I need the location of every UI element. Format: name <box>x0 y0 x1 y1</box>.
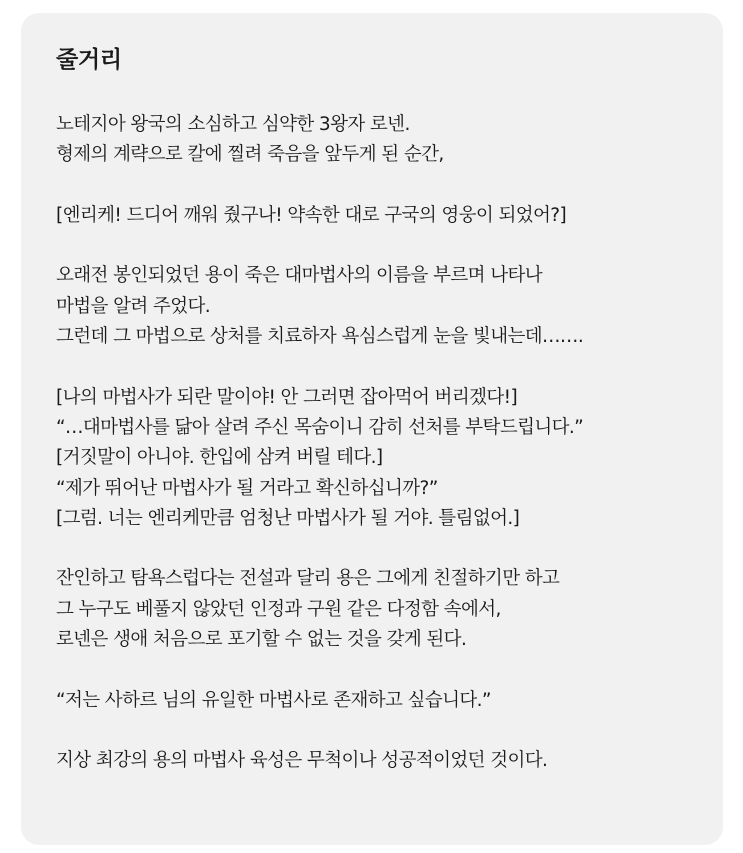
synopsis-title: 줄거리 <box>56 47 122 73</box>
text-line: 오래전 봉인되었던 용이 죽은 대마법사의 이름을 부르며 나타나 <box>56 265 543 287</box>
paragraph-4 <box>56 383 687 534</box>
paragraph-1 <box>56 110 687 171</box>
dialogue-line: [그럼. 너는 엔리케만큼 엄청난 마법사가 될 거야. 틀림없어.] <box>56 507 520 529</box>
synopsis-body <box>56 110 687 777</box>
text-line: 그런데 그 마법으로 상처를 치료하자 욕심스럽게 눈을 빛내는데……. <box>56 326 584 348</box>
synopsis-card <box>21 13 723 845</box>
text-line: 로넨은 생애 처음으로 포기할 수 없는 것을 갖게 된다. <box>56 629 467 651</box>
paragraph-7 <box>56 746 687 776</box>
text-line: 형제의 계략으로 칼에 찔려 죽음을 앞두게 된 순간, <box>56 144 444 166</box>
text-line: 마법을 알려 주었다. <box>56 295 211 317</box>
paragraph-3 <box>56 261 687 352</box>
paragraph-5 <box>56 564 687 655</box>
dialogue-line: [나의 마법사가 되란 말이야! 안 그러면 잡아먹어 버리겠다!] <box>56 386 518 408</box>
text-line: 그 누구도 베풀지 않았던 인정과 구원 같은 다정함 속에서, <box>56 598 501 620</box>
paragraph-2 <box>56 201 687 231</box>
text-line: 지상 최강의 용의 마법사 육성은 무척이나 성공적이었던 것이다. <box>56 750 548 772</box>
paragraph-6 <box>56 686 687 716</box>
dialogue-line: [엔리케! 드디어 깨워 줬구나! 약속한 대로 구국의 영웅이 되었어?] <box>56 204 567 226</box>
text-line: 노테지아 왕국의 소심하고 심약한 3왕자 로넨. <box>56 114 410 135</box>
dialogue-line: [거짓말이 아니야. 한입에 삼켜 버릴 테다.] <box>56 447 383 469</box>
text-line: 잔인하고 탐욕스럽다는 전설과 달리 용은 그에게 친절하기만 하고 <box>56 568 560 590</box>
dialogue-line: “저는 사하르 님의 유일한 마법사로 존재하고 싶습니다.” <box>56 689 491 711</box>
dialogue-line: “…대마법사를 닮아 살려 주신 목숨이니 감히 선처를 부탁드립니다.” <box>56 416 584 438</box>
dialogue-line: “제가 뛰어난 마법사가 될 거라고 확신하십니까?” <box>56 477 438 499</box>
